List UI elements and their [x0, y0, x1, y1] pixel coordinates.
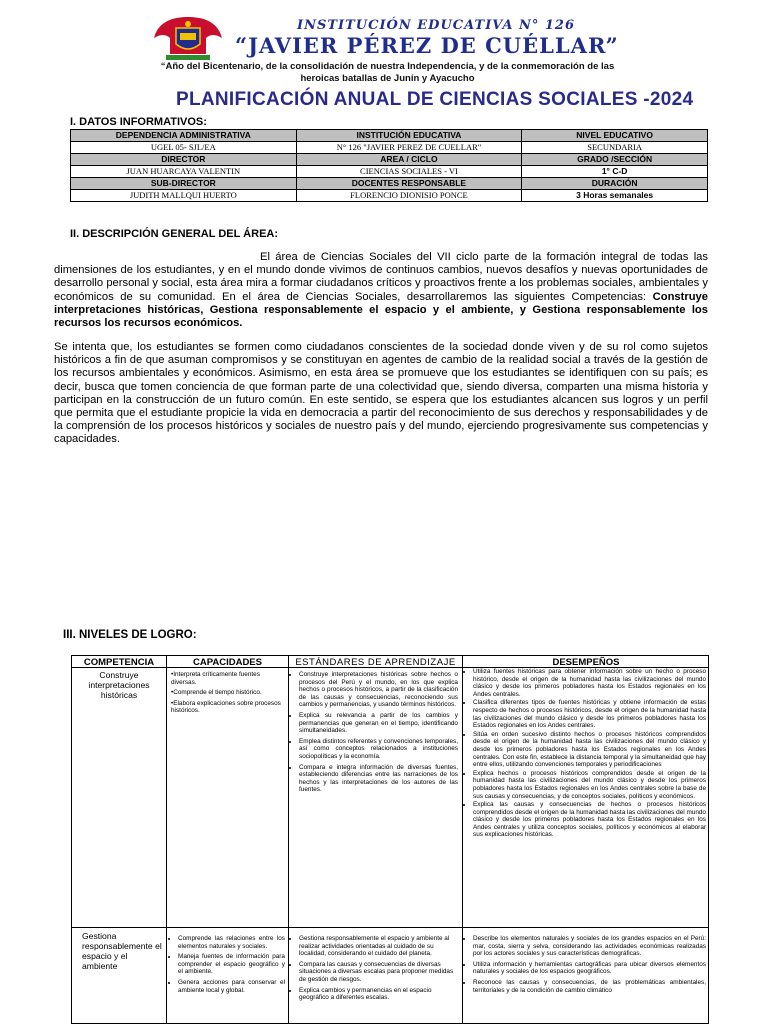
performance-item: • Explica las causas y consecuencias de hechos o procesos históricos comprendidos desde el origen de la humanidad hasta las civilizaciones del mundo clásico y desde los primeros pobladores hasta los Estados regionales en los Andes centrales y utiliza conceptos sociales, políticos y económicos al elaborar sus explicaciones históricas. [473, 801, 706, 839]
standard-item: • Explica su relevancia a partir de los cambios y permanencias que generan en el tiempo, identificando simultaneidades. [299, 712, 458, 735]
info-value-cell: JUAN HUARCAYA VALENTIN [71, 166, 297, 178]
info-header-cell: DIRECTOR [71, 154, 297, 166]
capacities-cell [171, 935, 285, 997]
capacity-item: •Elabora explicaciones sobre procesos históricos. [171, 699, 281, 715]
section-heading-datos: I. DATOS INFORMATIVOS: [70, 116, 207, 128]
standard-item: • Compara las causas y consecuencias de diversas situaciones a diversas escalas para proponer medidas de gestión de riesgos. [299, 961, 458, 984]
standard-item: • Compara e integra información de diversas fuentes, estableciendo diferencias entre las narraciones de los hechos y las interpretaciones de los autores de las fuentes. [299, 764, 458, 794]
performance-item: • Utiliza fuentes históricas para obtener información sobre un hecho o proceso histórico, desde el origen de la humanidad hasta las civilizaciones del mundo clásico y desde los primeros pobladores hasta los Estados regionales en los Andes centrales. [473, 668, 706, 698]
info-table [70, 129, 708, 202]
info-value-cell: 3 Horas semanales [522, 190, 708, 202]
standard-item: • Emplea distintos referentes y convenciones temporales, así como conceptos relacionados a instituciones sociopolíticas y la economía. [299, 738, 458, 761]
performance-item: • Describe los elementos naturales y sociales de los grandes espacios en el Perú: mar, costa, sierra y selva, considerando las actividades económicas realizadas por los actores sociales y sus características demográficas. [473, 935, 706, 958]
info-value-cell: N° 126 "JAVIER PEREZ DE CUELLAR" [296, 142, 522, 154]
capacity-item: •Interpreta críticamente fuentes diversas. [171, 671, 260, 686]
page-title: PLANIFICACIÓN ANUAL DE CIENCIAS SOCIALES -2024 [176, 89, 694, 110]
column-header-estandares: ESTÁNDARES DE APRENDIZAJE [295, 657, 456, 668]
info-header-cell: GRADO /SECCIÓN [522, 154, 708, 166]
info-header-cell: DURACIÓN [522, 178, 708, 190]
description-paragraph-1 [54, 251, 708, 330]
column-header-competencia: COMPETENCIA [83, 657, 155, 668]
performance-item: • Utiliza información y herramientas cartográficas para ubicar diversos elementos naturales y sociales de los espacios geográficos. [473, 961, 706, 976]
column-header-desempenos: DESEMPEÑOS [552, 657, 620, 668]
column-header-capacidades: CAPACIDADES [193, 657, 262, 668]
performances-cell [466, 935, 706, 997]
info-header-row [71, 154, 708, 166]
capacity-item: • Maneja fuentes de información para comprender el espacio geográfico y el ambiente. [178, 953, 285, 976]
info-value-row [71, 166, 708, 178]
standards-cell [292, 935, 458, 1005]
info-header-cell: SUB-DIRECTOR [71, 178, 297, 190]
info-header-cell: AREA / CICLO [296, 154, 522, 166]
standard-item: • Explica cambios y permanencias en el espacio geográfico a diferentes escalas. [299, 987, 458, 1002]
performances-cell [466, 668, 706, 840]
competencies-table [71, 655, 709, 1024]
info-value-cell: SECUNDARIA [522, 142, 708, 154]
institution-name-line2: “JAVIER PÉREZ DE CUÉLLAR” [235, 33, 619, 58]
info-value-cell: 1° C-D [522, 166, 708, 178]
competencies-list: Construye interpretaciones históricas, Gestiona responsablemente el espacio y el ambiente, y Gestiona responsablemente los recursos los recursos económicos. [54, 290, 708, 330]
info-value-cell: JUDITH MALLQUI HUERTO [71, 190, 297, 202]
performance-item: • Clasifica diferentes tipos de fuentes históricas y obtiene información de estas respecto de hechos o procesos históricos, desde el origen de la humanidad hasta las civilizaciones del mundo clásico y desde los primeros pobladores hasta los Estados regionales en los Andes centrales. [473, 699, 706, 729]
performance-item: • Reconoce las causas y consecuencias, de las problemáticas ambientales, territoriales y de la condición de cambio climático [473, 979, 706, 994]
school-logo [152, 14, 224, 64]
capacity-item: • Genera acciones para conservar el ambiente local y global. [178, 979, 285, 994]
standard-item: • Construye interpretaciones históricas sobre hechos o procesos del Perú y el mundo, en los que explica hechos o procesos históricos, a partir de la clasificación de las causas y consecuencias, reconociendo sus cambios y permanencias, y usando términos históricos. [299, 671, 458, 709]
info-value-cell: CIENCIAS SOCIALES - VI [296, 166, 522, 178]
info-header-cell: DEPENDENCIA ADMINISTRATIVA [71, 130, 297, 142]
info-value-row [71, 190, 708, 202]
standard-item: • Gestiona responsablemente el espacio y ambiente al realizar actividades orientadas al cuidado de su localidad, considerando el cuidado del planeta. [299, 935, 458, 958]
year-motto: “Año del Bicentenario, de la consolidación de nuestra Independencia, y de la conmemoración de las heroicas batallas de Junín y Ayacucho [160, 61, 615, 84]
info-value-row [71, 142, 708, 154]
competency-cell: Construye interpretaciones históricas [88, 670, 150, 700]
institution-name-line1: INSTITUCIÓN EDUCATIVA N° 126 [297, 18, 576, 33]
info-header-cell: NIVEL EDUCATIVO [522, 130, 708, 142]
performance-item: • Sitúa en orden sucesivo distinto hechos o procesos históricos comprendidos desde el origen de la humanidad hasta las civilizaciones del mundo clásico y desde los primeros pobladores hasta los Estados regionales en los Andes centrales. Con este fin, establece la distancia temporal y la simultaneidad que hay entre ellos, utilizando convenciones temporales y periodificaciones [473, 731, 706, 769]
info-header-row [71, 178, 708, 190]
section-heading-niveles: III. NIVELES DE LOGRO: [63, 629, 197, 641]
capacity-item: •Comprende el tiempo histórico. [171, 689, 262, 697]
section-heading-descripcion: II. DESCRIPCIÓN GENERAL DEL ÁREA: [70, 228, 279, 240]
info-value-cell: UGEL 05- SJL/EA [71, 142, 297, 154]
description-paragraph-2: Se intenta que, los estudiantes se formen como ciudadanos conscientes de la sociedad donde viven y de su rol como sujetos históricos a fin de que asuman compromisos y se constituyan en agentes de cambio de la realidad social a través de la gestión de los recursos ambientales y económicos. Asimismo, en esta área se promueve que los estudiantes se identifiquen con su país; es decir, busca que tomen conciencia de que forman parte de una colectividad que, siendo diversa, comparten una misma historia y participan en la construcción de un futuro común. En este sentido, se espera que los estudiantes alcancen sus logros y un perfil que permita que el estudiante propicie la vida en democracia a partir del reconocimiento de sus derechos y responsabilidades y de la comprensión de los procesos históricos y sociales de nuestro país y del mundo, ejerciendo progresivamente sus competencias y capacidades. [54, 341, 708, 446]
capacity-item: • Comprende las relaciones entre los elementos naturales y sociales. [178, 935, 285, 950]
info-header-cell: INSTITUCIÓN EDUCATIVA [296, 130, 522, 142]
capacities-cell [171, 671, 285, 718]
description-text: El área de Ciencias Sociales del VII ciclo parte de la formación integral de todas las dimensiones de los estudiantes, y en el mundo donde vivimos de continuos cambios, nuevos desafíos y nuevas oportunidades de desarrollo personal y social, esta área mira a formar ciudadanos críticos y proactivos frente a los problemas sociales, ambientales y económicos de su comunidad. En el área de Ciencias Sociales, desarrollaremos las siguientes Competencias: [54, 251, 708, 303]
info-header-row [71, 130, 708, 142]
info-value-cell: FLORENCIO DIONISIO PONCE [296, 190, 522, 202]
performance-item: • Explica hechos o procesos históricos comprendidos desde el origen de la humanidad hasta las civilizaciones del mundo clásico y desde los primeros pobladores hasta los Estados regionales en los Andes centrales sobre la base de sus causas y consecuencias, y de conceptos sociales, políticos y económicos. [473, 770, 706, 800]
competency-cell: Gestiona responsablemente el espacio y el ambiente [82, 931, 162, 971]
info-header-cell: DOCENTES RESPONSABLE [296, 178, 522, 190]
standards-cell [292, 671, 458, 797]
